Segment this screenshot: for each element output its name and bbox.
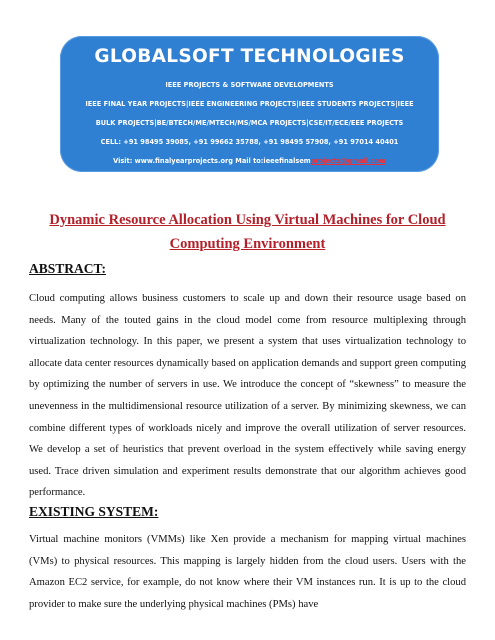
banner-visit-line	[60, 157, 439, 165]
document-title-line-1: Dynamic Resource Allocation Using Virtual Machines for Cloud	[49, 212, 446, 228]
banner-tagline: IEEE PROJECTS & SOFTWARE DEVELOPMENTS	[165, 81, 334, 89]
banner-contact-line: CELL: +91 98495 39085, +91 99662 35788, +91 98495 57908, +91 97014 40401	[100, 138, 399, 146]
document-title-line-2: Computing Environment	[169, 236, 326, 252]
company-banner	[60, 36, 439, 172]
banner-projects-line: IEEE FINAL YEAR PROJECTS|IEEE ENGINEERING PROJECTS|IEEE STUDENTS PROJECTS|IEEE	[85, 100, 414, 108]
banner-bulk-line: BULK PROJECTS|BE/BTECH/ME/MTECH/MS/MCA PROJECTS|CSE/IT/ECE/EEE PROJECTS	[95, 119, 404, 127]
abstract-paragraph: Cloud computing allows business customers to scale up and down their resource usage based on needs. Many of the touted gains in the cloud model come from resource multiplexing through virtualization technology. In this paper, we present a system that uses virtualization technology to allocate data center resources dynamically based on application demands and support green computing by optimizing the number of servers in use. We introduce the concept of “skewness” to measure the unevenness in the multidimensional resource utilization of a server. By minimizing skewness, we can combine different types of workloads nicely and improve the overall utilization of server resources. We develop a set of heuristics that prevent overload in the system effectively while saving energy used. Trace driven simulation and experiment results demonstrate that our algorithm achieves good performance.	[29, 293, 466, 499]
banner-visit-text: Visit: www.finalyearprojects.org Mail to:ieeefinalsem	[113, 157, 311, 165]
email-link[interactable]: projects@gmail.com	[310, 157, 386, 165]
company-name: GLOBALSOFT TECHNOLOGIES	[94, 46, 405, 67]
existing-system-heading: EXISTING SYSTEM:	[29, 504, 159, 519]
existing-system-paragraph: Virtual machine monitors (VMMs) like Xen provide a mechanism for mapping virtual machines (VMs) to physical resources. This mapping is largely hidden from the cloud users. Users with the Amazon EC2 service, for example, do not know where their VM instances run. It is up to the cloud provider to make sure the underlying physical machines (PMs) have	[29, 534, 466, 610]
abstract-heading: ABSTRACT:	[29, 261, 107, 276]
